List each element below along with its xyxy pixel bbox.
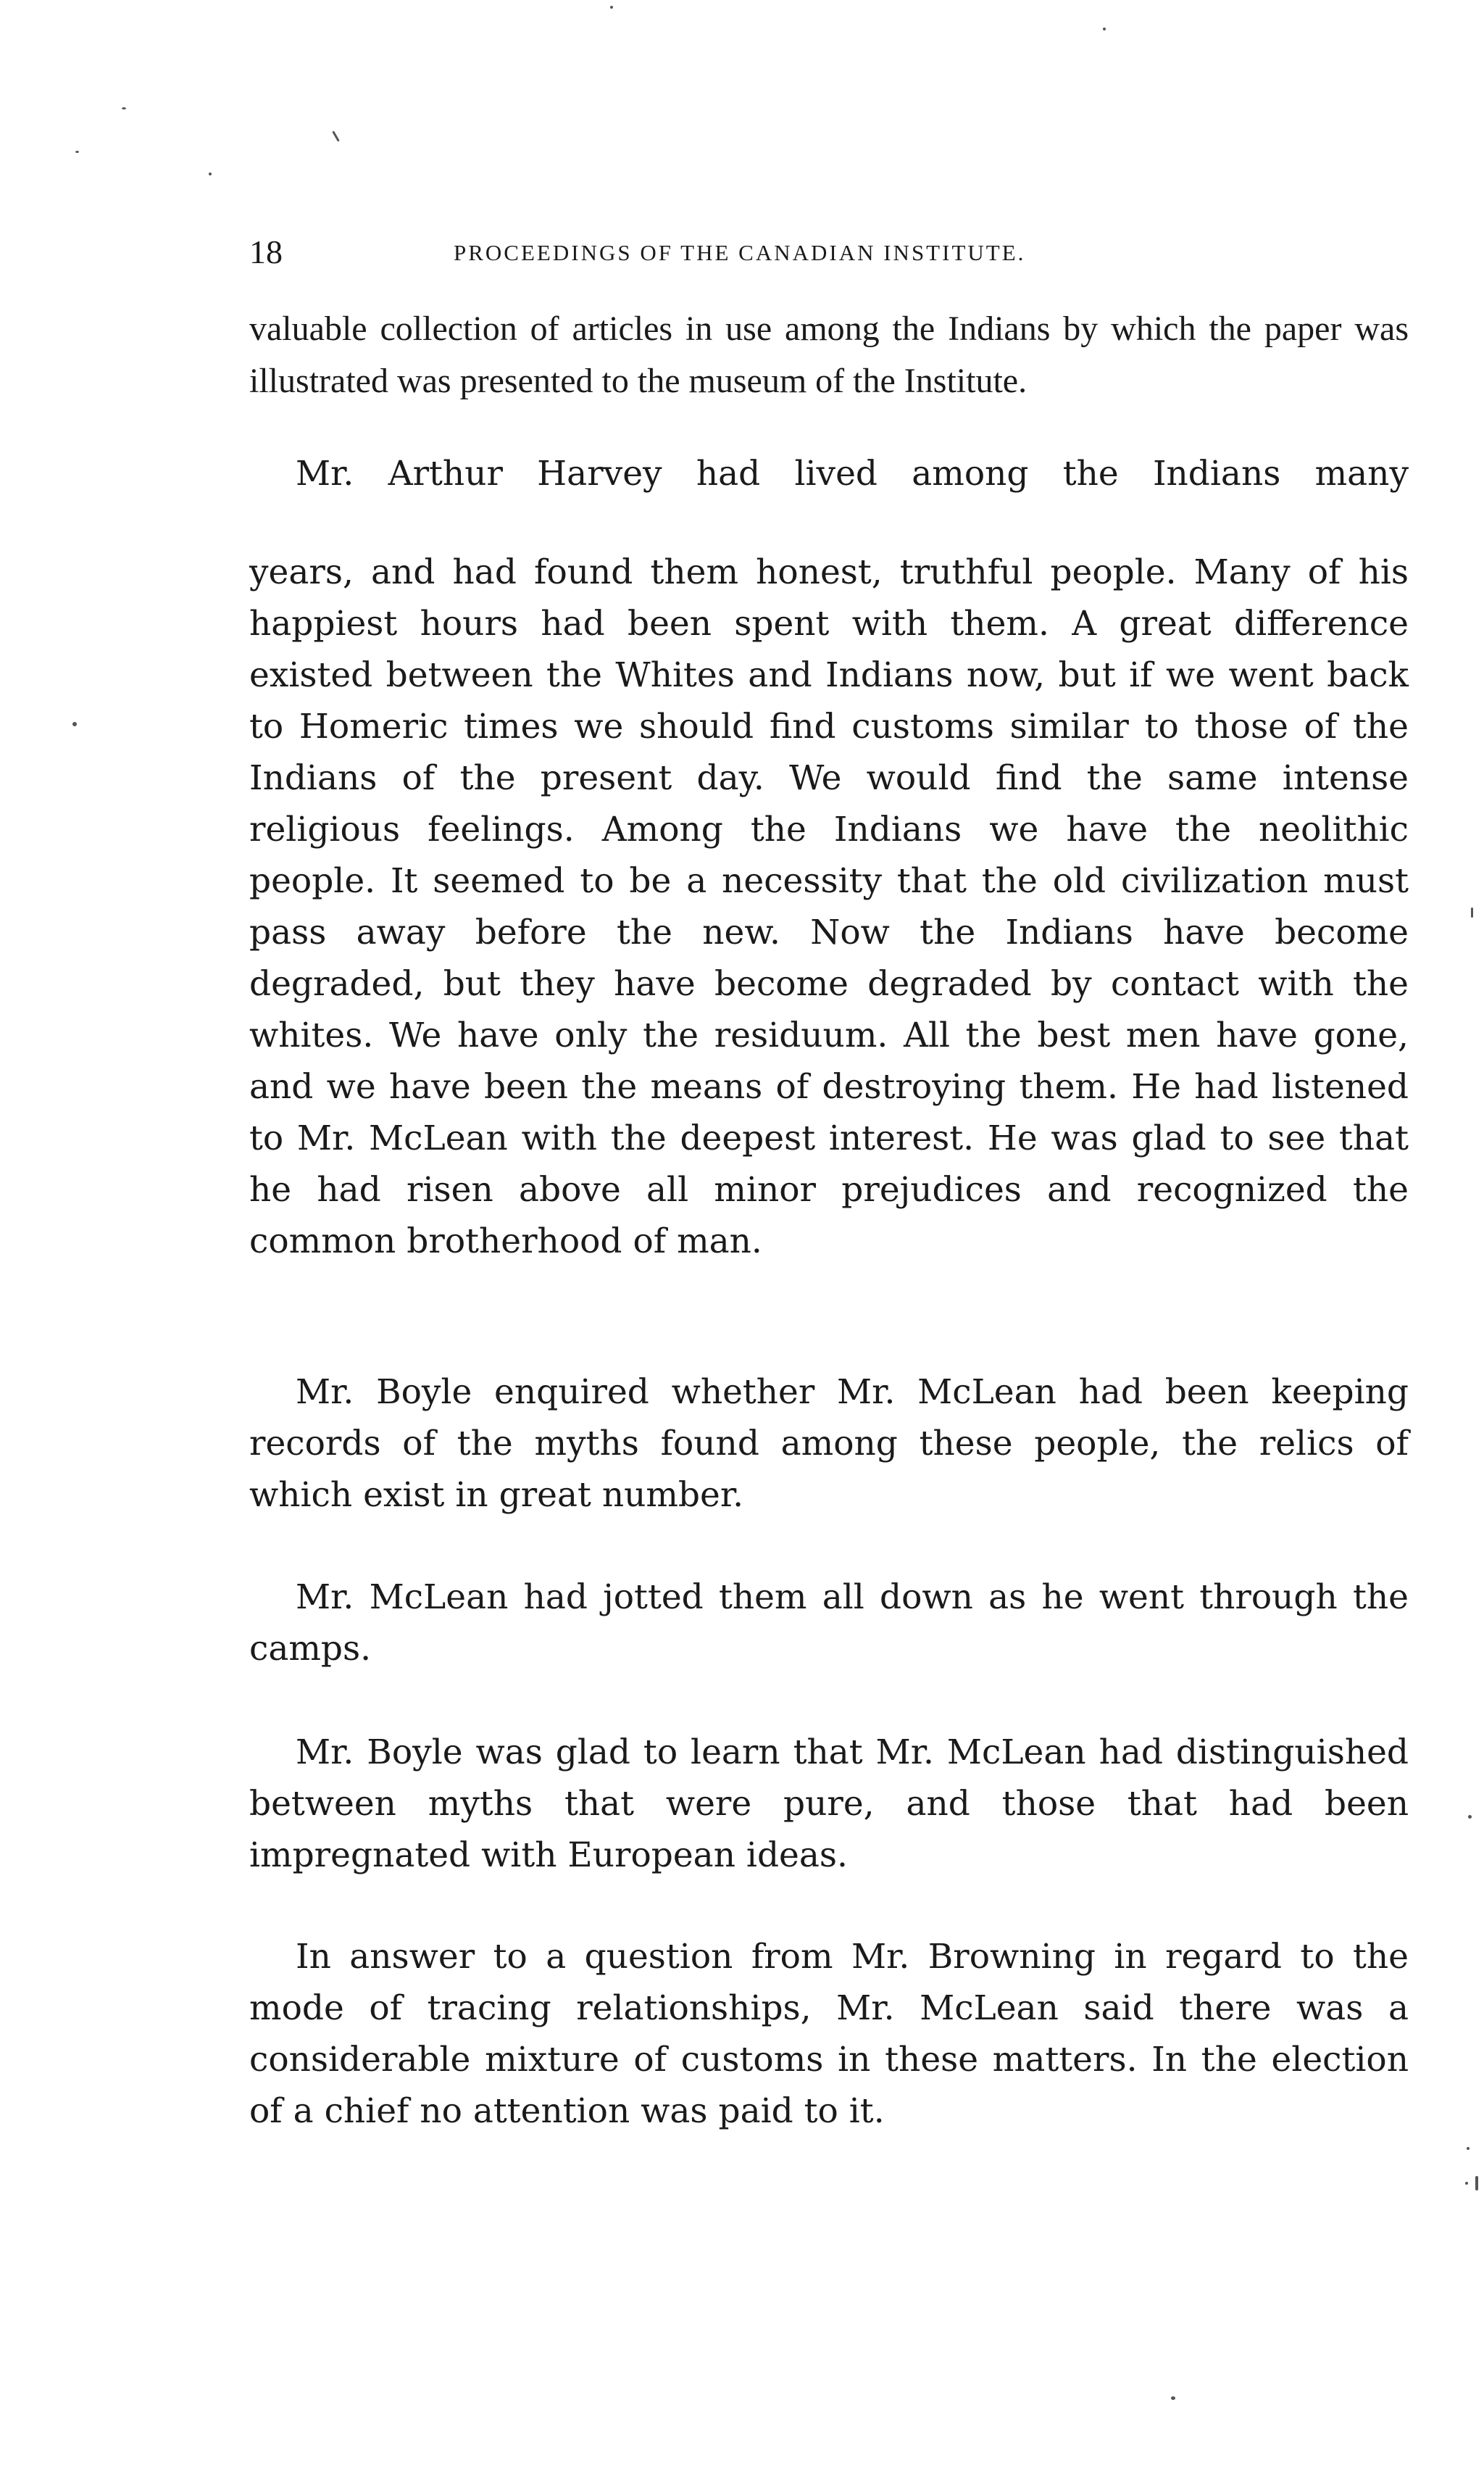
- scan-speck: [209, 173, 212, 175]
- paragraph-answer: In answer to a question from Mr. Browning in regard to the mode of tracing relationships, Mr. McLean said there was a considerable mixture of customs in these matters. In the election of a chief no attention was paid to it.: [249, 1937, 1409, 2131]
- scan-speck: [332, 130, 340, 141]
- scan-speck: [610, 6, 613, 9]
- running-head: PROCEEDINGS OF THE CANADIAN INSTITUTE.: [454, 240, 1026, 265]
- page-number: 18: [249, 233, 283, 270]
- paragraph-boyle-glad: Mr. Boyle was glad to learn that Mr. McLean had distinguished between myths that were pure, and those that had been impregnated with European ideas.: [249, 1732, 1409, 1875]
- paragraph-harvey: years, and had found them honest, truthful people. Many of his happiest hours had been spent with them. A great difference existed between the Whites and Indians now, but if we went back to Homeric times we should find customs similar to those of the Indians of the present day. We would find the same intense religious feelings. Among the Indians we have the neolithic people. It seemed to be a necessity that the old civilization must pass away before the new. Now the Indians have become degraded, but they have become degraded by contact with the whites. We have only the residuum. All the best men have gone, and we have been the means of destroying them. He had listened to Mr. McLean with the deepest interest. He was glad to see that he had risen above all minor prejudices and recognized the common brotherhood of man.: [249, 552, 1409, 1261]
- scan-speck: [1468, 1815, 1472, 1819]
- scan-speck: [1475, 2176, 1478, 2190]
- paragraph-mclean-reply: Mr. McLean had jotted them all down as he went through the camps.: [249, 1577, 1409, 1669]
- scan-speck: [1471, 908, 1473, 918]
- scan-speck: [75, 151, 79, 153]
- paragraph-intro: valuable collection of articles in use among the Indians by which the paper was illustrated was presented to the museum of the Institute.: [249, 310, 1409, 400]
- paragraph-boyle-enquiry: Mr. Boyle enquired whether Mr. McLean had been keeping records of the myths found among these people, the relics of which exist in great number.: [249, 1372, 1409, 1515]
- scan-speck: [1467, 2147, 1470, 2150]
- scan-speck: [122, 107, 126, 109]
- paragraph-harvey-first-line: Mr. Arthur Harvey had lived among the Indians many: [296, 454, 1409, 494]
- scan-speck: [1171, 2396, 1175, 2400]
- scan-speck: [1103, 28, 1106, 30]
- scan-speck: [72, 722, 77, 726]
- page-header: [249, 231, 1409, 274]
- scan-speck: [1465, 2182, 1468, 2185]
